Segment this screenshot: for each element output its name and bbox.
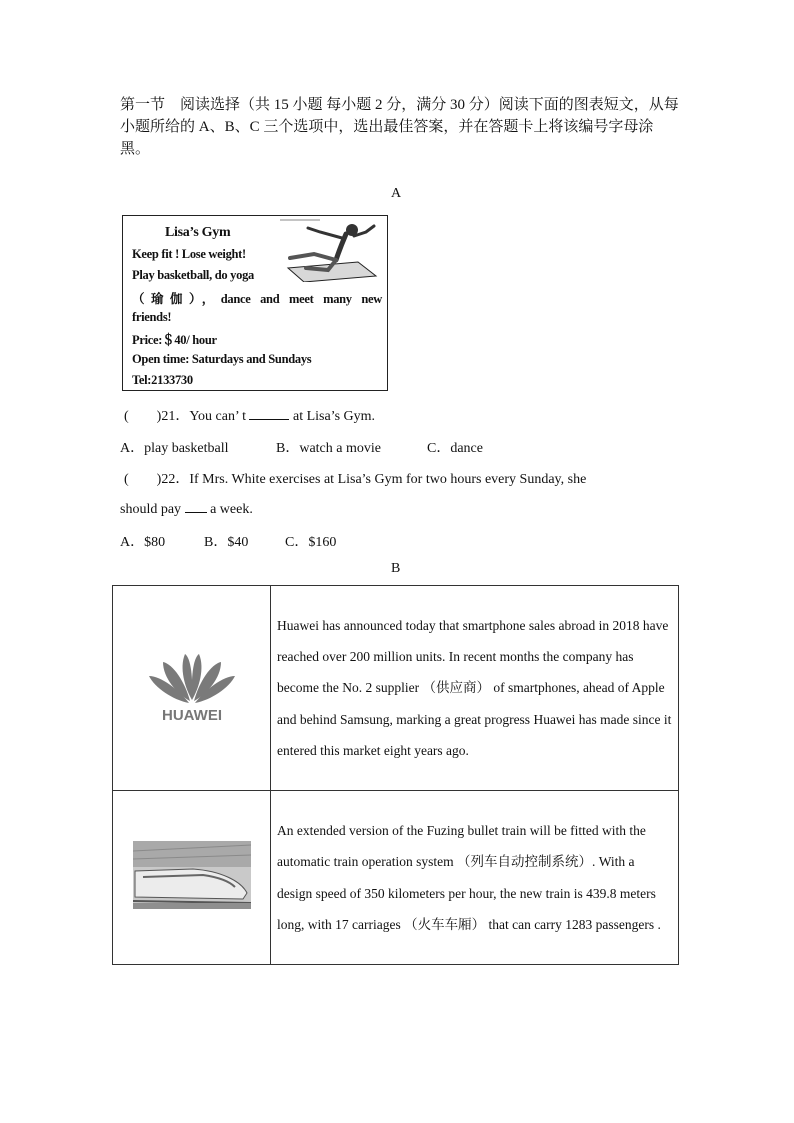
question-22-option-a: A．$80 (120, 535, 166, 550)
section-instructions: 第一节 阅读选择（共 15 小题 每小题 2 分，满分 30 分）阅读下面的图表短文，从每小题所给的 A、B、C 三个选项中，选出最佳答案，并在答题卡上将该编号字母涂黑。 (120, 97, 679, 157)
table-row (113, 791, 679, 965)
answer-blank (249, 407, 289, 420)
huawei-passage: Huawei has announced today that smartphone sales abroad in 2018 have reached over 200 million units. In recent months the company has become the No. 2 supplier （供应商） of smartphones, ahead of Apple and behind Samsung, marking a great progress Huawei has made since it entered this market eight years ago. (271, 586, 679, 791)
passage-b-table (112, 585, 679, 965)
question-22-stem: should pay (120, 502, 182, 517)
passage-a-label: A (391, 186, 402, 201)
yoga-woman-illustration (280, 218, 380, 282)
question-22: ( )22．If Mrs. White exercises at Lisa’s Gym for two hours every Sunday, she (124, 472, 587, 487)
question-21 (124, 405, 375, 425)
bullet-train-picture (133, 841, 251, 909)
passage-b-label: B (391, 561, 401, 576)
ad-price: Price:＄40/ hour (132, 333, 217, 347)
question-21-stem: ( )21．You can’ t (124, 409, 246, 424)
ad-activities-cont: （瑜伽），dance and meet many new (132, 292, 382, 306)
train-passage: An extended version of the Fuzing bullet train will be fitted with the automatic train operation system （列车自动控制系统）. With a design speed of 350 kilometers per hour, the new train is 439.8 meters long, with 17 carriages （火车车厢） that can carry 1283 passengers . (271, 791, 679, 965)
question-22-option-c: C．$160 (285, 535, 337, 550)
question-21-option-b: B．watch a movie (276, 441, 381, 456)
table-row (113, 586, 679, 791)
question-21-option-c: C．dance (427, 441, 483, 456)
gym-name: Lisa’s Gym (165, 225, 231, 240)
question-22-stem-end: a week. (210, 502, 253, 517)
train-picture-cell (113, 791, 271, 965)
question-21-option-a: A．play basketball (120, 441, 229, 456)
ad-activities-end: friends! (132, 310, 172, 324)
huawei-logo-text: HUAWEI (161, 706, 222, 724)
ad-slogan: Keep fit ! Lose weight! (132, 247, 246, 261)
question-21-stem-end: at Lisa’s Gym. (292, 409, 376, 424)
huawei-picture-cell (113, 586, 271, 791)
ad-telephone: Tel:2133730 (132, 373, 193, 387)
gym-advertisement (122, 215, 388, 391)
question-22-cont (120, 500, 253, 518)
question-22-option-b: B．$40 (204, 535, 249, 550)
answer-blank (185, 500, 207, 513)
ad-open-time: Open time: Saturdays and Sundays (132, 352, 312, 366)
huawei-logo-icon (133, 648, 251, 724)
ad-activities: Play basketball, do yoga (132, 268, 254, 282)
